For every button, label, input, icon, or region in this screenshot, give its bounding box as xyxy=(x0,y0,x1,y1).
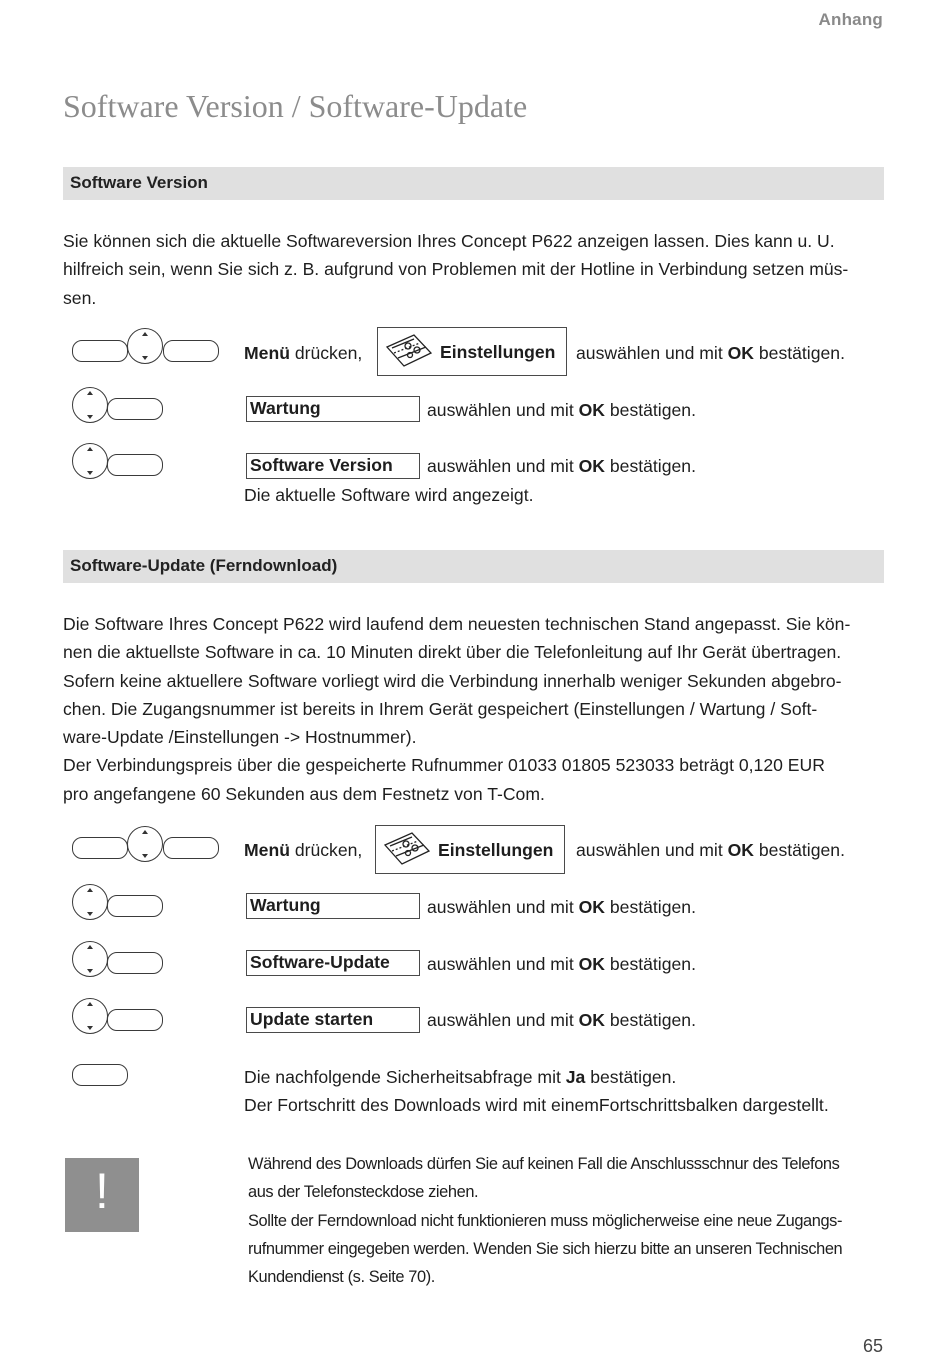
softkey-icon xyxy=(107,895,163,917)
menu-entry-label: Wartung xyxy=(250,895,321,915)
pressed-text: drücken, xyxy=(289,840,363,860)
ok-key-label: OK xyxy=(578,897,605,917)
nav-key-icon xyxy=(127,826,163,862)
section-heading-label: Software Version xyxy=(70,173,208,192)
note-line: rufnummer eingegeben werden. Wenden Sie sich hierzu bitte an unseren Technischen xyxy=(248,1239,843,1258)
ok-key-label: OK xyxy=(578,1010,605,1030)
s2-einstellungen-menu-box xyxy=(375,825,565,874)
menu-box-label: Einstellungen xyxy=(438,840,554,860)
pressed-text: drücken, xyxy=(289,343,363,363)
nav-key-icon xyxy=(72,387,108,423)
section-heading-software-version xyxy=(63,167,884,200)
note-line: Sollte der Ferndownload nicht funktionieren muss möglicherweise eine neue Zugangs- xyxy=(248,1211,843,1230)
softkey-right-icon xyxy=(163,837,219,859)
header-section-label: Anhang xyxy=(818,10,883,29)
exclamation-icon: ! xyxy=(95,1163,109,1219)
page-number: 65 xyxy=(862,1336,883,1356)
menu-key-label: Menü xyxy=(244,840,290,860)
nav-key-icon xyxy=(72,884,108,920)
note-line: Kundendienst (s. Seite 70). xyxy=(248,1268,435,1287)
intro-line: sen. xyxy=(63,287,97,308)
s1-step3-result: Die aktuelle Software wird angezeigt. xyxy=(244,485,534,505)
s2-step1-menu-text xyxy=(244,840,362,861)
warning-note xyxy=(248,1150,888,1291)
softkey-icon xyxy=(107,454,163,476)
menu-box-label: Einstellungen xyxy=(440,342,556,362)
intro-line: pro angefangene 60 Sekunden aus dem Festnetz von T-Com. xyxy=(63,783,545,804)
menu-entry-label: Update starten xyxy=(250,1009,374,1029)
intro-line: Sofern keine aktuellere Software vorliegt wird die Verbindung innerhalb weniger Sekunden abgebro- xyxy=(63,670,842,691)
s1-step1-menu-text xyxy=(244,343,362,364)
ok-key-label: OK xyxy=(727,840,754,860)
nav-key-icon xyxy=(127,328,163,364)
intro-line: chen. Die Zugangsnummer ist bereits in Ihrem Gerät gespeichert (Einstellungen / Wartung / Soft- xyxy=(63,698,818,719)
s2-software-update-box xyxy=(246,950,420,976)
nav-key-icon xyxy=(72,998,108,1034)
note-line: aus der Telefonsteckdose ziehen. xyxy=(248,1183,479,1202)
settings-tools-icon xyxy=(384,333,434,369)
section-heading-software-update xyxy=(63,550,884,583)
ok-key-label: OK xyxy=(578,456,605,476)
softkey-icon xyxy=(107,952,163,974)
nav-key-icon xyxy=(72,941,108,977)
ok-key-label: OK xyxy=(578,400,605,420)
s1-einstellungen-menu-box xyxy=(377,327,567,376)
s2-wartung-box xyxy=(246,893,420,919)
menu-entry-label: Software-Update xyxy=(250,952,390,972)
softkey-icon xyxy=(107,398,163,420)
s1-wartung-box xyxy=(246,396,420,422)
intro-line: nen die aktuellste Software in ca. 10 Minuten direkt über die Telefonleitung auf Ihr Gerät übertragen. xyxy=(63,642,842,663)
intro-line: Die Software Ihres Concept P622 wird laufend dem neuesten technischen Stand angepasst. Sie kön- xyxy=(63,614,851,634)
softkey-left-icon xyxy=(72,837,128,859)
softkey-icon xyxy=(72,1064,128,1086)
s2-step1-action: auswählen und mit OK bestätigen. xyxy=(576,840,845,860)
intro-line: hilfreich sein, wenn Sie sich z. B. aufgrund von Problemen mit der Hotline in Verbindung setzen müs- xyxy=(63,259,849,280)
s2-step5-line1: Die nachfolgende Sicherheitsabfrage mit Ja bestätigen. xyxy=(244,1067,677,1087)
page-title: Software Version / Software-Update xyxy=(63,88,528,124)
ja-label: Ja xyxy=(565,1067,586,1087)
menu-entry-label: Wartung xyxy=(250,398,321,418)
s1-software-version-box xyxy=(246,453,420,479)
s2-update-starten-box xyxy=(246,1007,420,1033)
s2-step3-action: auswählen und mit OK bestätigen. xyxy=(427,954,696,974)
nav-key-icon xyxy=(72,443,108,479)
s1-step1-action: auswählen und mit OK bestätigen. xyxy=(576,343,845,363)
menu-entry-label: Software Version xyxy=(250,455,393,475)
section2-intro xyxy=(63,610,886,808)
intro-line: Der Verbindungspreis über die gespeicherte Rufnummer 01033 01805 523033 beträgt 0,120 EUR xyxy=(63,755,825,776)
s1-step2-action: auswählen und mit OK bestätigen. xyxy=(427,400,696,420)
softkey-right-icon xyxy=(163,340,219,362)
ok-key-label: OK xyxy=(727,343,754,363)
intro-line: ware-Update /Einstellungen -> Hostnummer). xyxy=(63,727,417,748)
section-heading-label: Software-Update (Ferndownload) xyxy=(70,556,338,575)
s2-step5-line2: Der Fortschritt des Downloads wird mit einemFortschrittsbalken dargestellt. xyxy=(244,1095,829,1115)
s2-step4-action: auswählen und mit OK bestätigen. xyxy=(427,1010,696,1030)
softkey-left-icon xyxy=(72,340,128,362)
note-line: Während des Downloads dürfen Sie auf keinen Fall die Anschlussschnur des Telefons xyxy=(248,1155,840,1173)
warning-icon xyxy=(65,1158,139,1232)
intro-line: Sie können sich die aktuelle Softwareversion Ihres Concept P622 anzeigen lassen. Dies kann u. U. xyxy=(63,231,835,251)
s2-step2-action: auswählen und mit OK bestätigen. xyxy=(427,897,696,917)
softkey-icon xyxy=(107,1009,163,1031)
menu-key-label: Menü xyxy=(244,343,290,363)
section1-intro xyxy=(63,227,886,312)
ok-key-label: OK xyxy=(578,954,605,974)
settings-tools-icon xyxy=(382,831,432,867)
s1-step3-action: auswählen und mit OK bestätigen. xyxy=(427,456,696,476)
